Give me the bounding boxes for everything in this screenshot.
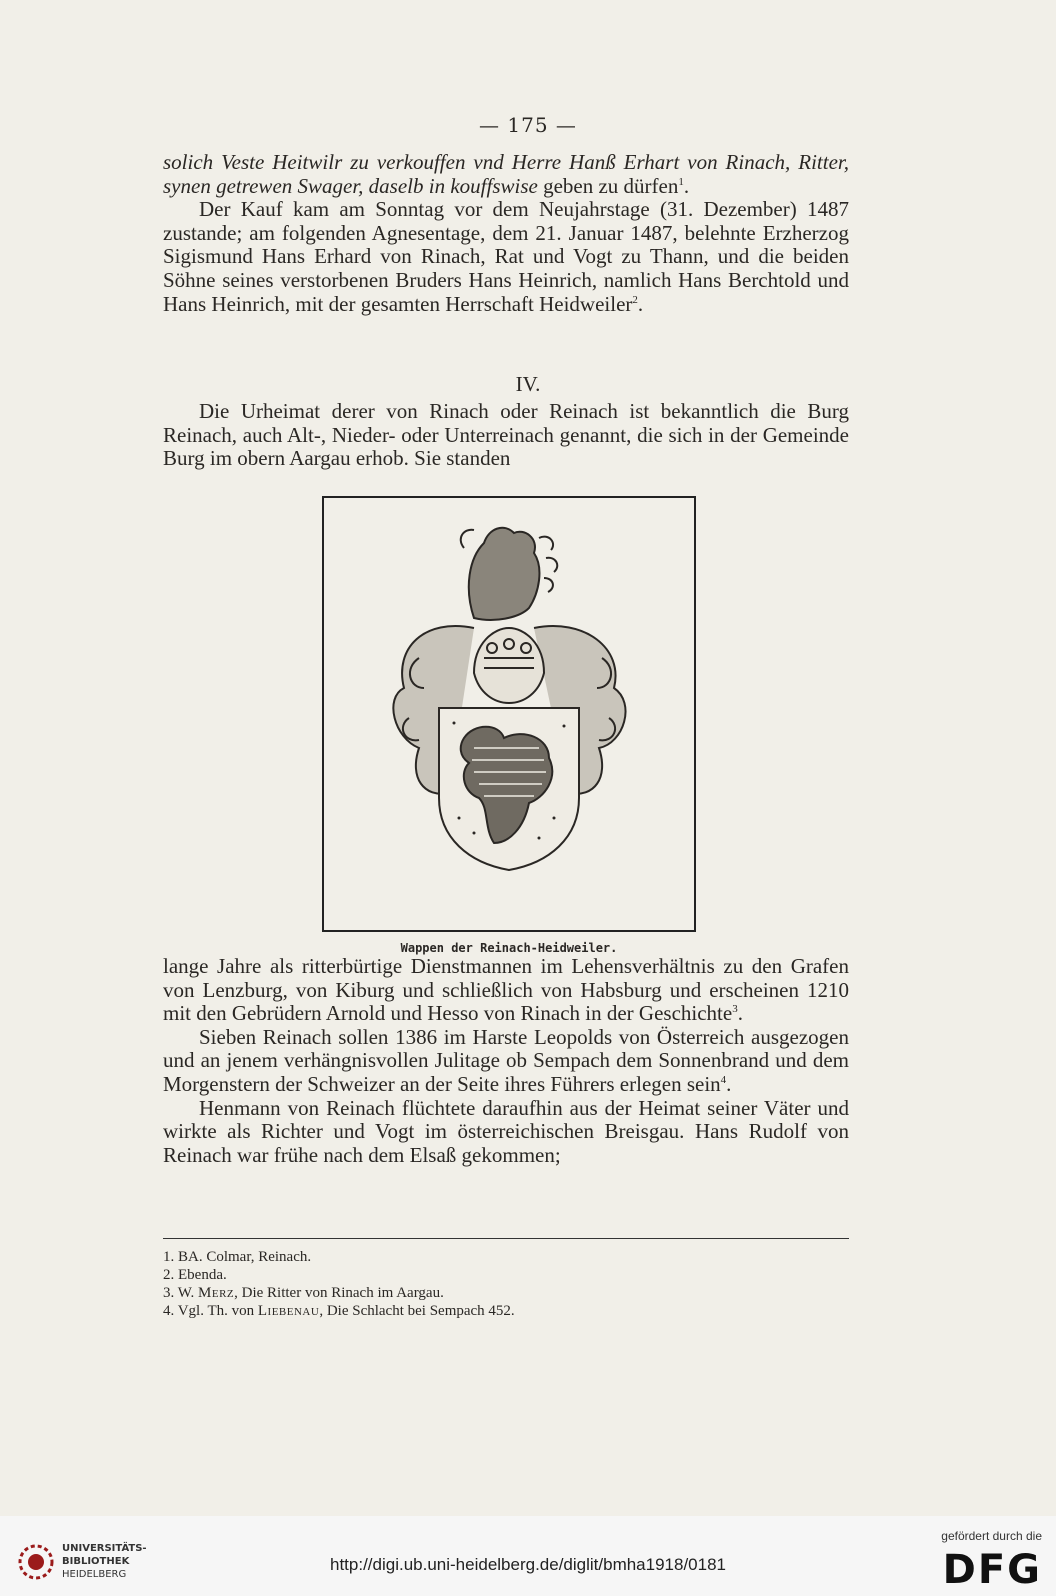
paragraph-2-text: Der Kauf kam am Sonntag vor dem Neujahrstage (31. Dezember) 1487 zustande; am folgenden Agnesentage, dem 21. Januar 1487, belehnte Erzherzog Sigismund Hans Erhard von Rinach, Rat und Vogt zu Thann, und die beiden Söhne seines verstorbenen Bruders Hans Heinrich, namlich Hans Berchtold und Hans Heinrich, mit der gesamten Herrschaft Heidweiler	[163, 197, 849, 316]
footnote-3-author: Merz	[198, 1285, 235, 1301]
footnote-4	[163, 1302, 849, 1320]
footnote-3-title: , Die Ritter von Rinach im Aargau.	[234, 1285, 444, 1301]
coat-of-arms-illustration	[324, 498, 694, 930]
paragraph-1	[163, 151, 849, 198]
footnotes	[163, 1248, 849, 1320]
text-block-bottom	[163, 955, 849, 1167]
paragraph-6: Henmann von Reinach flüchtete daraufhin aus der Heimat seiner Väter und wirkte als Richter und Vogt im österreichischen Breisgau. Hans Rudolf von Reinach war frühe nach dem Elsaß gekommen;	[163, 1095, 849, 1167]
library-line-3: HEIDELBERG	[62, 1569, 127, 1580]
paragraph-2-end: .	[637, 291, 644, 316]
footnote-3	[163, 1284, 849, 1302]
figure-caption: Wappen der Reinach-Heidweiler.	[400, 941, 618, 955]
section-heading: IV.	[515, 372, 541, 396]
paragraph-5	[163, 1026, 849, 1097]
paragraph-5-text: Sieben Reinach sollen 1386 im Harste Leopolds von Österreich ausgezogen und an jenem verhängnisvollen Julitage ob Sempach dem Sonnenbrand und dem Morgenstern der Schweizer an der Seite ihres Führers erlegen sein	[163, 1024, 849, 1096]
dfg-logo[interactable]: DFG	[942, 1547, 1042, 1593]
permalink-url[interactable]: http://digi.ub.uni-heidelberg.de/diglit/bmha1918/0181	[329, 1555, 726, 1574]
footnote-2: 2. Ebenda.	[163, 1267, 227, 1283]
paragraph-1-end: .	[683, 173, 690, 198]
paragraph-1-text: geben zu dürfen	[537, 173, 679, 198]
footnote-divider	[163, 1238, 849, 1239]
footnote-3-prefix: 3. W.	[163, 1285, 199, 1301]
footnote-4-title: , Die Schlacht bei Sempach 452.	[319, 1303, 515, 1319]
paragraph-4-text: lange Jahre als ritterbürtige Dienstmannen im Lehensverhältnis zu den Grafen von Lenzburg, von Kiburg und schließlich von Habsburg und erscheinen 1210 mit den Gebrüdern Arnold und Hesso von Rinach in der Geschichte	[163, 954, 849, 1026]
footnote-ref-3[interactable]: 3	[732, 1003, 738, 1016]
text-block-middle	[163, 400, 849, 471]
quote-italic: solich Veste Heitwilr zu verkouffen vnd Herre Hanß Erhart von Rinach, Ritter, synen getrewen Swager, daselb in kouffswise	[163, 150, 849, 198]
footnote-ref-2[interactable]: 2	[632, 293, 638, 306]
paragraph-2	[163, 198, 849, 316]
footnote-1: 1. BA. Colmar, Reinach.	[163, 1249, 312, 1265]
page-number: — 175 —	[479, 113, 577, 137]
paragraph-4	[163, 955, 849, 1026]
footnote-ref-1[interactable]: 1	[678, 175, 684, 188]
paragraph-3: Die Urheimat derer von Rinach oder Reinach ist bekanntlich die Burg Reinach, auch Alt-, Nieder- oder Unterreinach genannt, die sich in der Gemeinde Burg im obern Aargau erhob. Sie standen	[163, 399, 849, 471]
paragraph-4-end: .	[737, 1001, 743, 1026]
text-block-top	[163, 151, 849, 316]
funding-label: gefördert durch die	[941, 1529, 1042, 1543]
footnote-ref-4[interactable]: 4	[720, 1073, 727, 1086]
coat-of-arms-figure	[322, 496, 696, 932]
library-line-1: UNIVERSITÄTS-	[62, 1543, 147, 1554]
footnote-4-prefix: 4. Vgl. Th. von	[163, 1303, 258, 1319]
paragraph-5-end: .	[726, 1071, 732, 1096]
library-line-2: BIBLIOTHEK	[62, 1556, 130, 1567]
footnote-4-author: Liebenau	[257, 1303, 320, 1319]
